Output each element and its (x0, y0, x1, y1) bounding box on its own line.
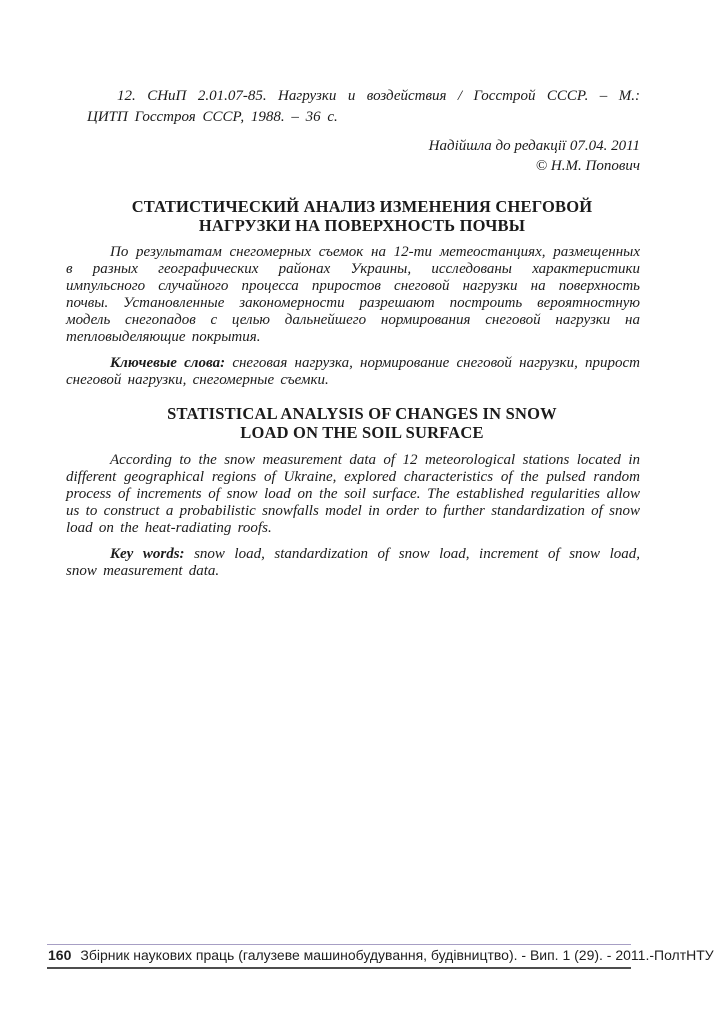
footer-text-row (47, 945, 714, 967)
article-title-en (50, 404, 674, 442)
keywords-paragraph-ru (66, 355, 640, 389)
abstract-text-ru: По результатам снегомерных съемок на 12-ти метеостанциях, размещенных в разных географических районах Украины, исследованы характеристики импульсного случайного процесса приростов снеговой нагрузки на поверхность почвы. Установленные закономерности разрешают построить вероятностную модель снегопадов с целью дальнейшего нормирования снеговой нагрузки на тепловыделяющие покрытия. (66, 244, 640, 345)
footer-page-number: 160 (48, 947, 72, 963)
article-title-ru-line1: СТАТИСТИЧЕСКИЙ АНАЛИЗ ИЗМЕНЕНИЯ СНЕГОВОЙ (131, 197, 593, 216)
keywords-text-en: snow load, standardization of snow load, increment of snow load, snow measurement data. (66, 546, 640, 579)
keywords-text-ru: снеговая нагрузка, нормирование снеговой нагрузки, прирост снеговой нагрузки, снегомерные съемки. (66, 355, 641, 388)
abstract-text-en: According to the snow measurement data of 12 meteorological stations located in different geographical regions of Ukraine, explored characteristics of the pulsed random process of increments of snow load on the soil surface. The established regularities allow us to construct a probabilistic snowfalls model in order to further standardization of snow load on the heat-radiating roofs. (66, 452, 640, 536)
keywords-label-en: Key words: (110, 546, 185, 562)
footer-bottom-rule (47, 967, 631, 969)
abstract-section-ru (66, 244, 640, 389)
article-title-en-line1: STATISTICAL ANALYSIS OF CHANGES IN SNOW (167, 404, 557, 423)
article-title-en-line2: LOAD ON THE SOIL SURFACE (240, 423, 484, 442)
editorial-notes (66, 136, 640, 176)
abstract-section-en (66, 452, 640, 580)
received-date-note: Надійшла до редакції 07.04. 2011 (428, 138, 640, 154)
article-title-ru (50, 197, 674, 235)
keywords-paragraph-en (66, 546, 640, 580)
article-title-ru-line2: НАГРУЗКИ НА ПОВЕРХНОСТЬ ПОЧВЫ (198, 216, 526, 235)
copyright-author-note: © Н.М. Попович (535, 158, 640, 174)
footer-journal-title: Збірник наукових праць (галузеве машинобудування, будівництво). - Вип. 1 (29). - 2011.-ПолтНТУ (80, 947, 714, 963)
page-footer (47, 944, 714, 969)
reference-list-item: 12. СНиП 2.01.07-85. Нагрузки и воздействия / Госстрой СССР. – М.: ЦИТП Госстроя СССР, 1988. – 36 с. (87, 88, 640, 125)
keywords-label-ru: Ключевые слова: (110, 355, 226, 371)
